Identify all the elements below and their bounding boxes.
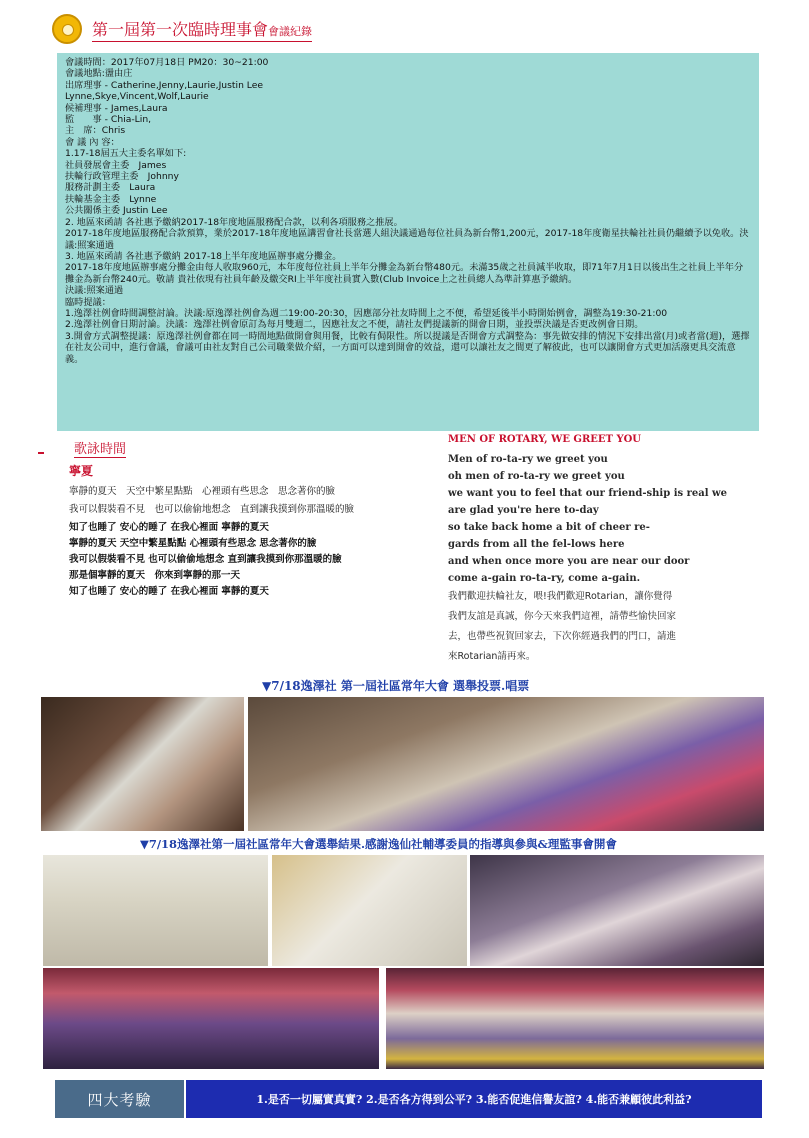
header [52,14,312,44]
minutes-line: 主 席：Chris [65,125,126,137]
english-lyric-line: Men of ro-ta-ry we greet you [448,454,608,465]
decorative-dash [38,452,44,454]
english-lyric-line: come a-gain ro-ta-ry, come a-gain. [448,573,641,584]
minutes-line: 會 議 內 容： [65,136,120,148]
minutes-line: 會議時間：2017年07月18日 PM20：30~21:00 [65,57,269,68]
song-lyrics [69,485,369,601]
meeting-minutes [57,53,759,431]
photo-group-left [43,968,379,1069]
chinese-lyric-line: 來Rotarian請再來。 [448,651,536,662]
photo-group-right [386,968,764,1069]
photo-ballot-board [41,697,244,831]
song-section-heading: 歌詠時間 [74,438,126,458]
lyric-line: 我可以假裝看不見 也可以偷偷地想念 直到讓我摸到你那溫暖的臉 [69,554,342,565]
english-lyric-line: so take back home a bit of cheer re- [448,522,650,533]
minutes-line: 服務計劃主委 Laura [65,182,156,194]
photo-voting-table [248,697,764,831]
english-lyric-line: we want you to feel that our friend-ship is real we [448,488,727,499]
minutes-line: 決議:照案通過 [65,285,124,297]
lyric-line: 那是個寧靜的夏天 你來到寧靜的那一天 [69,570,241,581]
minutes-line: 2.逸澤社例會日期討論。決議：逸澤社例會原訂為每月雙週二，因應社友之不便，請社友們提議新的開會日期，並投票決議是否更改例會日期。 [65,319,644,331]
lyric-line: 寧靜的夏天 天空中繁星點點 心裡頭有些思念 思念著你的臉 [69,486,336,497]
minutes-line: 2. 地區來函請 各社惠予繳納2017-18年度地區服務配合款，以利各項服務之推展。 [65,216,403,228]
chinese-lyric-line: 去，也帶些祝賀回家去，下次你經過我們的門口，請進 [448,631,677,642]
four-way-test-footer [55,1080,762,1118]
minutes-line: 會議地點:盪由庄 [65,68,133,80]
minutes-line: 監 事 - Chia-Lin, [65,114,152,126]
lyric-line: 寧靜的夏天 天空中繁星點點 心裡頭有些思念 思念著你的臉 [69,538,317,549]
chinese-song-lines [448,587,748,667]
song-title: 寧夏 [69,464,94,478]
page-title [92,17,312,42]
english-lyric-line: gards from all the fel-lows here [448,539,625,550]
photo-caption-results: ▼7/18逸澤社第一屆社區常年大會選舉結果.感謝逸仙社輔導委員的指導與參與&理監事會開會 [140,837,617,851]
photo-meeting-dinner [470,855,764,966]
english-lyric-line: are glad you're here to-day [448,505,599,516]
minutes-line: 3.開會方式調整提議：原逸澤社例會都在同一時間地點做開會與用餐，比較有侷限性。所以提議是否開會方式調整為：事先做安排的情況下安排出當(月)或者當(週)，選擇在社友公司中，進行會議，會議可由社友對自己公司職業做介紹，一方面可以達到開會的效益，還可以讓社友之間更了解彼此，也可以讓開會方式更加活潑更具交流意義。 [65,330,750,365]
english-song [448,434,748,667]
title-sub: 會議紀錄 [268,24,313,38]
minutes-line: 2017-18年度地區辦事處分攤金由每人收取960元，本年度每位社員上半年分攤金為新台幣480元。未滿35歲之社員減半收取，即71年7月1日以後出生之社員上半年分攤金為新台幣240元。敬請 貴社依現有社員年齡及繳交RI上半年度社員實入數(Club Invoice上之社員總人為準計算惠予繳納。 [65,262,744,285]
english-song-lines [448,451,748,587]
minutes-line: 出席理事 - Catherine,Jenny,Laurie,Justin Lee [65,79,264,91]
lyric-line: 知了也睡了 安心的睡了 在我心裡面 寧靜的夏天 [69,586,269,597]
minutes-line: 候補理事 - James,Laura [65,102,168,114]
footer-questions: 1.是否一切屬實真實? 2.是否各方得到公平? 3.能否促進信譽友誼? 4.能否兼顧彼此利益? [184,1080,762,1118]
title-main: 第一屆第一次臨時理事會 [92,19,269,39]
photo-caption-voting: ▼7/18逸澤社 第一屆社區常年大會 選舉投票.唱票 [262,679,530,693]
minutes-line: 1.17-18屆五大主委名單如下: [65,148,187,160]
minutes-line: Lynne,Skye,Vincent,Wolf,Laurie [65,91,209,103]
minutes-line: 公共關係主委 Justin Lee [65,205,168,217]
minutes-line: 扶輪行政管理主委 Johnny [65,171,179,183]
minutes-line: 2017-18年度地區服務配合款預算，業於2017-18年度地區講習會社長當選人組決議通過每位社員為新台幣1,200元，2017-18年度衛星扶輪社社員仍繼續予以免收。決議:照案通過 [65,228,749,251]
english-lyric-line: and when once more you are near our door [448,556,690,567]
english-song-title: MEN OF ROTARY, WE GREET YOU [448,434,642,445]
lyric-line: 我可以假裝看不見 也可以偷偷地想念 直到讓我摸到你那溫暖的臉 [69,504,355,515]
minutes-line: 3. 地區來函請 各社惠予繳納 2017-18上半年度地區辦事處分攤金。 [65,250,342,262]
english-lyric-line: oh men of ro-ta-ry we greet you [448,471,625,482]
chinese-lyric-line: 我們友誼是真誠，你今天來我們這裡，請帶些愉快回家 [448,611,677,622]
minutes-line: 社員發展會主委 James [65,159,167,171]
photo-results-board [43,855,268,966]
lyric-line: 知了也睡了 安心的睡了 在我心裡面 寧靜的夏天 [69,522,269,533]
photo-ballot-sheet [272,855,467,966]
minutes-line: 扶輪基金主委 Lynne [65,193,157,205]
footer-label: 四大考驗 [55,1080,184,1118]
chinese-lyric-line: 我們歡迎扶輪社友，喂!我們歡迎Rotarian，讓你覺得 [448,591,673,602]
rotary-logo-icon [52,14,82,44]
minutes-line: 臨時提議： [65,296,111,308]
minutes-line: 1.逸澤社例會時間調整討論。決議:原逸澤社例會為週二19:00-20:30，因應部分社友時間上之不便，希望延後半小時開始例會，調整為19:30-21:00 [65,307,668,319]
